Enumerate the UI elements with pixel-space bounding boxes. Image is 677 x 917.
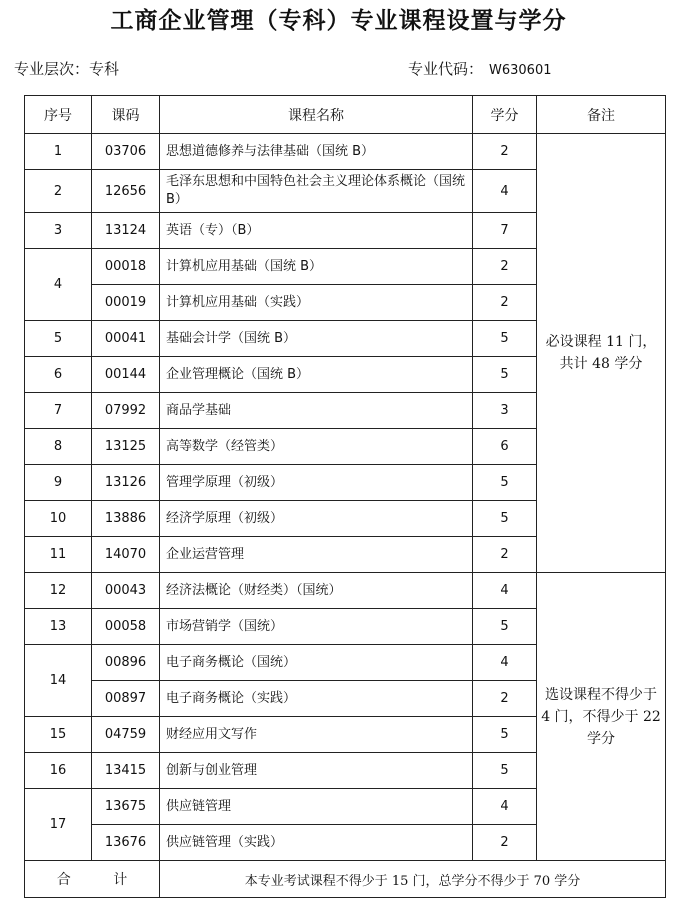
row-name: 财经应用文写作 — [160, 717, 473, 753]
header-note: 备注 — [537, 96, 666, 134]
row-code: 13886 — [92, 501, 160, 537]
row-credit: 4 — [473, 789, 537, 825]
row-code: 00897 — [92, 681, 160, 717]
header-code: 课码 — [92, 96, 160, 134]
row-code: 14070 — [92, 537, 160, 573]
row-seq: 3 — [25, 213, 92, 249]
major-code-label: 专业代码： — [408, 60, 484, 78]
row-name: 商品学基础 — [160, 393, 473, 429]
row-name: 思想道德修养与法律基础（国统 B） — [160, 134, 473, 170]
row-code: 13126 — [92, 465, 160, 501]
row-seq: 6 — [25, 357, 92, 393]
course-table — [24, 95, 666, 898]
total-text: 本专业考试课程不得少于 15 门，总学分不得少于 70 学分 — [160, 861, 666, 898]
row-code: 03706 — [92, 134, 160, 170]
row-credit: 2 — [473, 825, 537, 861]
row-name: 电子商务概论（国统） — [160, 645, 473, 681]
row-code: 00041 — [92, 321, 160, 357]
row-name: 管理学原理（初级） — [160, 465, 473, 501]
row-seq: 12 — [25, 573, 92, 609]
row-code: 00058 — [92, 609, 160, 645]
row-seq: 9 — [25, 465, 92, 501]
header-credit: 学分 — [473, 96, 537, 134]
row-code: 07992 — [92, 393, 160, 429]
major-code — [408, 58, 552, 79]
row-seq: 8 — [25, 429, 92, 465]
row-code: 13124 — [92, 213, 160, 249]
page-title: 工商企业管理（专科）专业课程设置与学分 — [110, 7, 567, 34]
row-seq: 7 — [25, 393, 92, 429]
row-credit: 2 — [473, 537, 537, 573]
row-code: 12656 — [92, 170, 160, 213]
row-credit: 6 — [473, 429, 537, 465]
row-name: 市场营销学（国统） — [160, 609, 473, 645]
major-level: 专业层次：专科 — [14, 60, 120, 78]
row-code: 00043 — [92, 573, 160, 609]
row-credit: 5 — [473, 357, 537, 393]
row-name: 计算机应用基础（国统 B） — [160, 249, 473, 285]
row-name: 毛泽东思想和中国特色社会主义理论体系概论（国统 B） — [160, 170, 473, 213]
row-name: 高等数学（经管类） — [160, 429, 473, 465]
row-seq: 13 — [25, 609, 92, 645]
row-name: 经济学原理（初级） — [160, 501, 473, 537]
row-name: 创新与创业管理 — [160, 753, 473, 789]
row-name: 供应链管理（实践） — [160, 825, 473, 861]
row-seq: 10 — [25, 501, 92, 537]
note-elective: 选设课程不得少于 4 门，不得少于 22 学分 — [537, 573, 666, 861]
total-row — [25, 861, 666, 898]
row-seq: 1 — [25, 134, 92, 170]
table-header-row — [25, 96, 666, 134]
row-name: 企业管理概论（国统 B） — [160, 357, 473, 393]
major-code-value: W630601 — [489, 63, 552, 78]
row-credit: 3 — [473, 393, 537, 429]
header-seq: 序号 — [25, 96, 92, 134]
row-name: 企业运营管理 — [160, 537, 473, 573]
row-credit: 4 — [473, 645, 537, 681]
row-credit: 2 — [473, 249, 537, 285]
row-code: 13415 — [92, 753, 160, 789]
row-code: 04759 — [92, 717, 160, 753]
table-row — [25, 573, 666, 609]
row-credit: 2 — [473, 134, 537, 170]
row-code: 00896 — [92, 645, 160, 681]
row-credit: 5 — [473, 465, 537, 501]
row-credit: 2 — [473, 285, 537, 321]
row-credit: 4 — [473, 573, 537, 609]
row-code: 13125 — [92, 429, 160, 465]
row-seq: 14 — [25, 645, 92, 717]
row-credit: 5 — [473, 609, 537, 645]
row-code: 00019 — [92, 285, 160, 321]
row-code: 13675 — [92, 789, 160, 825]
row-seq: 11 — [25, 537, 92, 573]
row-seq: 5 — [25, 321, 92, 357]
row-name: 计算机应用基础（实践） — [160, 285, 473, 321]
row-seq: 15 — [25, 717, 92, 753]
row-credit: 4 — [473, 170, 537, 213]
row-credit: 5 — [473, 717, 537, 753]
note-required: 必设课程 11 门，共计 48 学分 — [537, 134, 666, 573]
row-credit: 5 — [473, 501, 537, 537]
row-credit: 7 — [473, 213, 537, 249]
row-seq: 16 — [25, 753, 92, 789]
row-seq: 17 — [25, 789, 92, 861]
header-name: 课程名称 — [160, 96, 473, 134]
row-credit: 5 — [473, 321, 537, 357]
total-label: 合 计 — [25, 861, 160, 898]
row-credit: 5 — [473, 753, 537, 789]
row-code: 00018 — [92, 249, 160, 285]
table-row — [25, 134, 666, 170]
row-name: 电子商务概论（实践） — [160, 681, 473, 717]
row-name: 基础会计学（国统 B） — [160, 321, 473, 357]
row-seq: 4 — [25, 249, 92, 321]
row-seq: 2 — [25, 170, 92, 213]
row-credit: 2 — [473, 681, 537, 717]
row-name: 经济法概论（财经类）（国统） — [160, 573, 473, 609]
row-code: 13676 — [92, 825, 160, 861]
row-name: 供应链管理 — [160, 789, 473, 825]
row-code: 00144 — [92, 357, 160, 393]
row-name: 英语（专）（B） — [160, 213, 473, 249]
